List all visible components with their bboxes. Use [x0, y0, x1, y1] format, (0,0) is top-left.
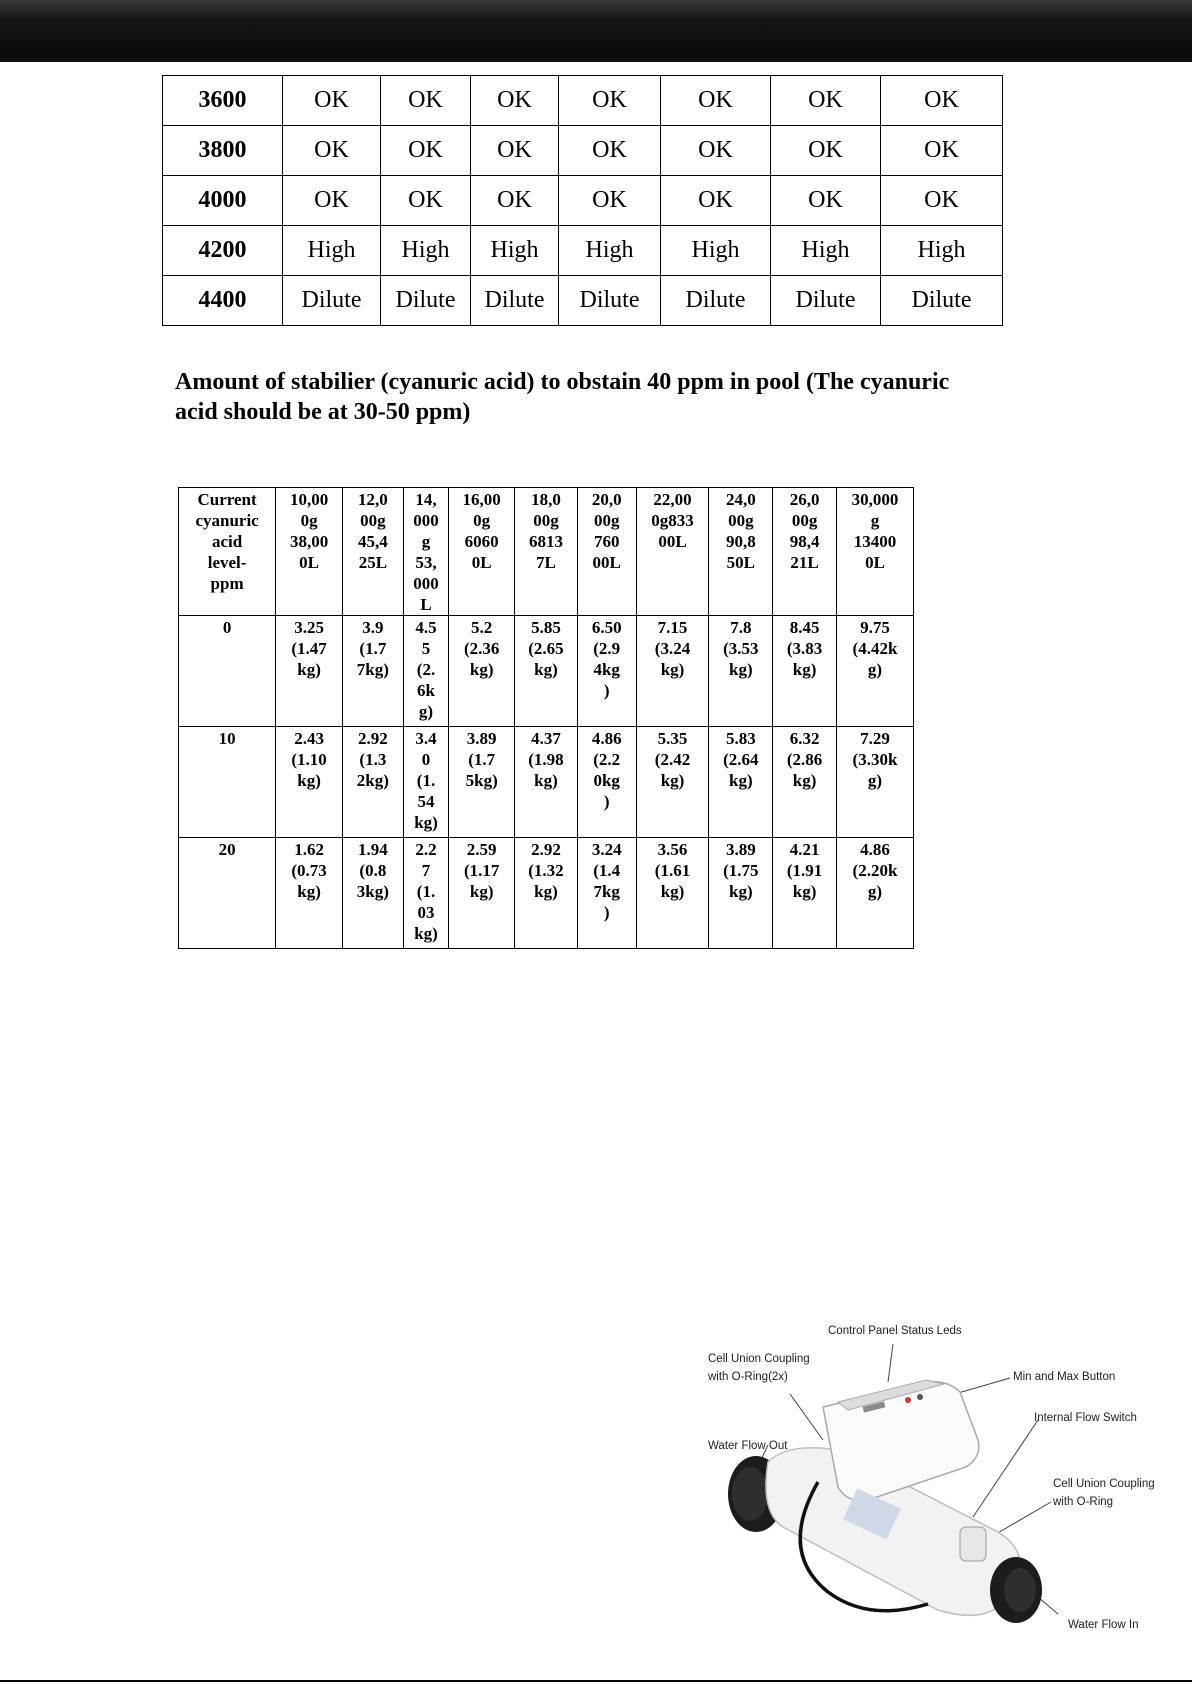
table-cell: Dilute — [881, 276, 1003, 326]
table-cell — [449, 838, 515, 949]
callout-cell-union-right: Cell Union Coupling with O-Ring — [1053, 1478, 1155, 1508]
column-header-text: 16,00 0g 6060 0L — [462, 490, 501, 572]
table-cell — [515, 616, 578, 727]
table-cell — [276, 838, 343, 949]
table-cell: Dilute — [771, 276, 881, 326]
column-header-text: Current cyanuric acid level- ppm — [195, 490, 259, 593]
table-row — [163, 76, 1003, 126]
table-cell: Dilute — [381, 276, 471, 326]
table-cell: Dilute — [661, 276, 771, 326]
row-level: 3600 — [163, 76, 283, 126]
table-cell — [403, 616, 449, 727]
stabilizer-heading: Amount of stabilier (cyanuric acid) to obstain 40 ppm in pool (The cyanuric acid should be at 30-50 ppm) — [175, 369, 950, 425]
table-row — [163, 176, 1003, 226]
table-row — [163, 276, 1003, 326]
cell-text: 4.86 (2.20k g) — [852, 840, 898, 901]
stabilizer-table — [178, 487, 914, 949]
table-cell — [515, 838, 578, 949]
table-cell: OK — [471, 126, 559, 176]
table-cell — [276, 727, 343, 838]
table-cell: OK — [559, 176, 661, 226]
chlorinator-figure — [698, 1322, 1168, 1642]
table-cell: OK — [661, 76, 771, 126]
cell-text: 4.21 (1.91 kg) — [786, 840, 823, 901]
table-cell: High — [771, 226, 881, 276]
column-header — [403, 488, 449, 616]
table-cell: OK — [381, 126, 471, 176]
salt-level-table — [162, 75, 1003, 326]
table-cell: Dilute — [471, 276, 559, 326]
cell-text: 3.9 (1.7 7kg) — [356, 618, 389, 679]
table-cell — [773, 838, 837, 949]
table-cell: High — [661, 226, 771, 276]
table-cell: OK — [471, 76, 559, 126]
table-cell — [577, 838, 636, 949]
column-header-text: 20,0 00g 760 00L — [591, 490, 622, 572]
table-cell: OK — [471, 176, 559, 226]
table-cell: OK — [661, 176, 771, 226]
table-cell: High — [283, 226, 381, 276]
table-cell — [449, 727, 515, 838]
column-header — [636, 488, 709, 616]
cell-text: 4.37 (1.98 kg) — [528, 729, 564, 790]
column-header-text: 14, 000 g 53, 000 L — [413, 490, 439, 614]
table-cell — [343, 727, 404, 838]
cell-text: 5.85 (2.65 kg) — [528, 618, 564, 679]
table-cell: OK — [771, 126, 881, 176]
column-header — [577, 488, 636, 616]
table-cell — [709, 727, 773, 838]
column-header — [515, 488, 578, 616]
cell-text: 6.50 (2.9 4kg ) — [591, 618, 622, 700]
table-cell: High — [471, 226, 559, 276]
cell-text: 2.43 (1.10 kg) — [291, 729, 327, 790]
cell-text: 2.92 (1.32 kg) — [528, 840, 564, 901]
table-row — [163, 226, 1003, 276]
table-cell — [577, 727, 636, 838]
table-cell — [343, 838, 404, 949]
column-header — [343, 488, 404, 616]
table-cell — [836, 727, 913, 838]
table-cell: OK — [881, 176, 1003, 226]
table-cell — [773, 616, 837, 727]
row-level — [179, 727, 276, 838]
table-cell — [449, 616, 515, 727]
cell-text: 5.83 (2.64 kg) — [723, 729, 759, 790]
row-level: 4200 — [163, 226, 283, 276]
cell-text: 4.86 (2.2 0kg ) — [591, 729, 622, 811]
header-row — [179, 488, 914, 616]
table-cell — [636, 727, 709, 838]
column-header-text: 18,0 00g 6813 7L — [528, 490, 563, 572]
cell-text: 3.56 (1.61 kg) — [654, 840, 691, 901]
column-header — [709, 488, 773, 616]
table-cell: High — [559, 226, 661, 276]
table-cell: OK — [559, 76, 661, 126]
cell-text: 0 — [222, 618, 232, 637]
column-header-text: 30,000 g 13400 0L — [851, 490, 899, 572]
table-row — [163, 126, 1003, 176]
table-cell: High — [881, 226, 1003, 276]
table-cell — [403, 727, 449, 838]
column-header-text: 26,0 00g 98,4 21L — [789, 490, 820, 572]
cell-text: 9.75 (4.42k g) — [852, 618, 898, 679]
table-row — [179, 727, 914, 838]
callout-water-in: Water Flow In — [1068, 1619, 1139, 1631]
column-header-text: 10,00 0g 38,00 0L — [289, 490, 329, 572]
table-cell: Dilute — [283, 276, 381, 326]
cell-text: 3.4 0 (1. 54 kg) — [414, 729, 438, 832]
callout-control-panel: Control Panel Status Leds — [828, 1325, 962, 1337]
column-header — [836, 488, 913, 616]
table-cell: OK — [283, 176, 381, 226]
cell-text: 5.2 (2.36 kg) — [463, 618, 500, 679]
column-header-text: 12,0 00g 45,4 25L — [357, 490, 388, 572]
callout-water-out: Water Flow Out — [708, 1440, 788, 1452]
table-cell: High — [381, 226, 471, 276]
cell-text: 5.35 (2.42 kg) — [654, 729, 691, 790]
cell-text: 3.25 (1.47 kg) — [291, 618, 327, 679]
column-header — [276, 488, 343, 616]
row-level — [179, 838, 276, 949]
footer-rule — [0, 1680, 1192, 1682]
cell-text: 2.92 (1.3 2kg) — [356, 729, 389, 790]
column-header-text: 24,0 00g 90,8 50L — [725, 490, 756, 572]
cell-text: 2.2 7 (1. 03 kg) — [414, 840, 438, 943]
table-cell: OK — [771, 176, 881, 226]
table-cell — [836, 616, 913, 727]
column-header — [179, 488, 276, 616]
cell-text: 7.15 (3.24 kg) — [654, 618, 691, 679]
cell-text: 3.89 (1.7 5kg) — [465, 729, 498, 790]
table-cell: OK — [381, 176, 471, 226]
row-level: 4000 — [163, 176, 283, 226]
cell-text: 7.8 (3.53 kg) — [723, 618, 759, 679]
table-cell: OK — [661, 126, 771, 176]
table-cell: OK — [881, 76, 1003, 126]
column-header-text: 22,00 0g833 00L — [651, 490, 694, 551]
cell-text: 3.89 (1.75 kg) — [723, 840, 759, 901]
table-row — [179, 616, 914, 727]
table-cell — [343, 616, 404, 727]
table-cell: OK — [283, 126, 381, 176]
table-cell: OK — [283, 76, 381, 126]
cell-text: 10 — [218, 729, 236, 748]
row-level — [179, 616, 276, 727]
callout-flow-switch: Internal Flow Switch — [1034, 1412, 1137, 1424]
table-cell: OK — [559, 126, 661, 176]
table-row — [179, 838, 914, 949]
table-cell: OK — [381, 76, 471, 126]
column-header — [773, 488, 837, 616]
table-cell — [709, 838, 773, 949]
cell-text: 4.5 5 (2. 6k g) — [415, 618, 437, 721]
cell-text: 2.59 (1.17 kg) — [463, 840, 500, 901]
row-level: 4400 — [163, 276, 283, 326]
table-cell — [515, 727, 578, 838]
table-cell: OK — [771, 76, 881, 126]
table-cell — [636, 616, 709, 727]
header-bar — [0, 0, 1192, 62]
table-cell — [709, 616, 773, 727]
table-cell — [636, 838, 709, 949]
cell-text: 1.62 (0.73 kg) — [291, 840, 327, 901]
table-cell — [836, 838, 913, 949]
table-cell: OK — [881, 126, 1003, 176]
cell-text: 8.45 (3.83 kg) — [786, 618, 823, 679]
row-level: 3800 — [163, 126, 283, 176]
callout-cell-union-top: Cell Union Coupling with O-Ring(2x) — [708, 1353, 810, 1383]
column-header — [449, 488, 515, 616]
table-cell — [403, 838, 449, 949]
table-cell — [577, 616, 636, 727]
table-cell — [276, 616, 343, 727]
table-cell: Dilute — [559, 276, 661, 326]
table-cell — [773, 727, 837, 838]
callout-min-max: Min and Max Button — [1013, 1371, 1116, 1383]
cell-text: 20 — [218, 840, 236, 859]
cell-text: 1.94 (0.8 3kg) — [356, 840, 389, 901]
cell-text: 7.29 (3.30k g) — [852, 729, 898, 790]
cell-text: 6.32 (2.86 kg) — [786, 729, 823, 790]
cell-text: 3.24 (1.4 7kg ) — [591, 840, 622, 922]
